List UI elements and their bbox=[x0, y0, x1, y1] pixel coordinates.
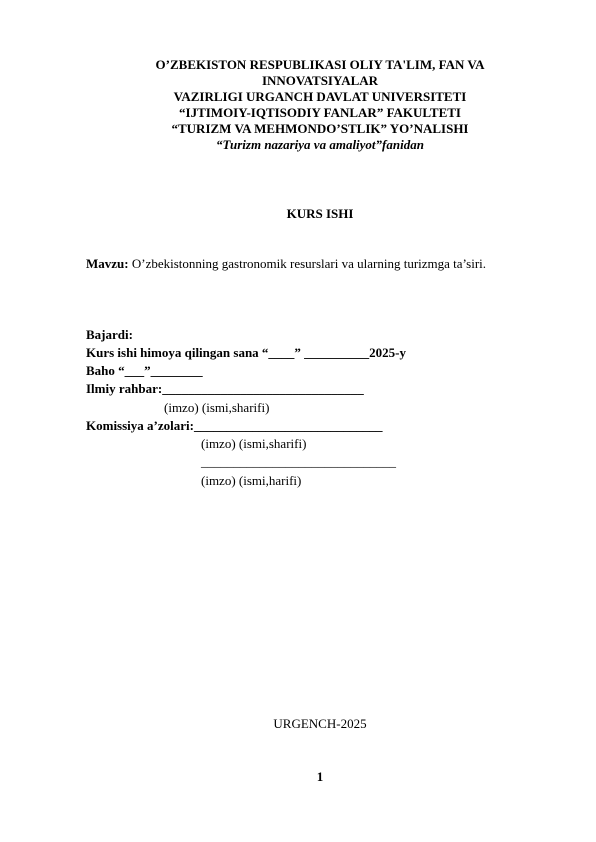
city-year: URGENCH-2025 bbox=[273, 716, 367, 731]
header-line-1: O’ZBEKISTON RESPUBLIKASI OLIY TA'LIM, FAN VA bbox=[155, 57, 485, 72]
grade-line: Baho “___”________ bbox=[86, 363, 203, 378]
topic-line bbox=[86, 256, 486, 272]
subject-line: “Turizm nazariya va amaliyot”fanidan bbox=[216, 137, 424, 152]
header-line-4: “IJTIMOIY-IQTISODIY FANLAR” FAKULTETI bbox=[179, 105, 461, 120]
university-header bbox=[0, 57, 596, 153]
commission-signature-caption-1: (imzo) (ismi,sharifi) bbox=[201, 436, 307, 451]
supervisor-signature-caption: (imzo) (ismi,sharifi) bbox=[164, 400, 270, 415]
supervisor-line: Ilmiy rahbar:_______________________________ bbox=[86, 381, 364, 396]
topic-text: O’zbekistonning gastronomik resurslari va ularning turizmga ta’siri. bbox=[128, 256, 487, 271]
document-title: KURS ISHI bbox=[286, 206, 354, 221]
header-line-5: “TURIZM VA MEHMONDO’STLIK” YO’NALISHI bbox=[171, 121, 469, 136]
page-number: 1 bbox=[316, 769, 324, 784]
topic-label: Mavzu: bbox=[86, 256, 129, 271]
bajardi-label: Bajardi: bbox=[86, 327, 133, 342]
header-line-2: INNOVATSIYALAR bbox=[261, 73, 379, 88]
commission-signature-caption-2: (imzo) (ismi,harifi) bbox=[201, 473, 302, 488]
header-line-3: VAZIRLIGI URGANCH DAVLAT UNIVERSITETI bbox=[173, 89, 467, 104]
commission-signature-line-2: ______________________________ bbox=[201, 454, 396, 469]
defense-date-line: Kurs ishi himoya qilingan sana “____” __________2025-y bbox=[86, 345, 406, 360]
commission-line: Komissiya a’zolari:_____________________________ bbox=[86, 418, 383, 433]
